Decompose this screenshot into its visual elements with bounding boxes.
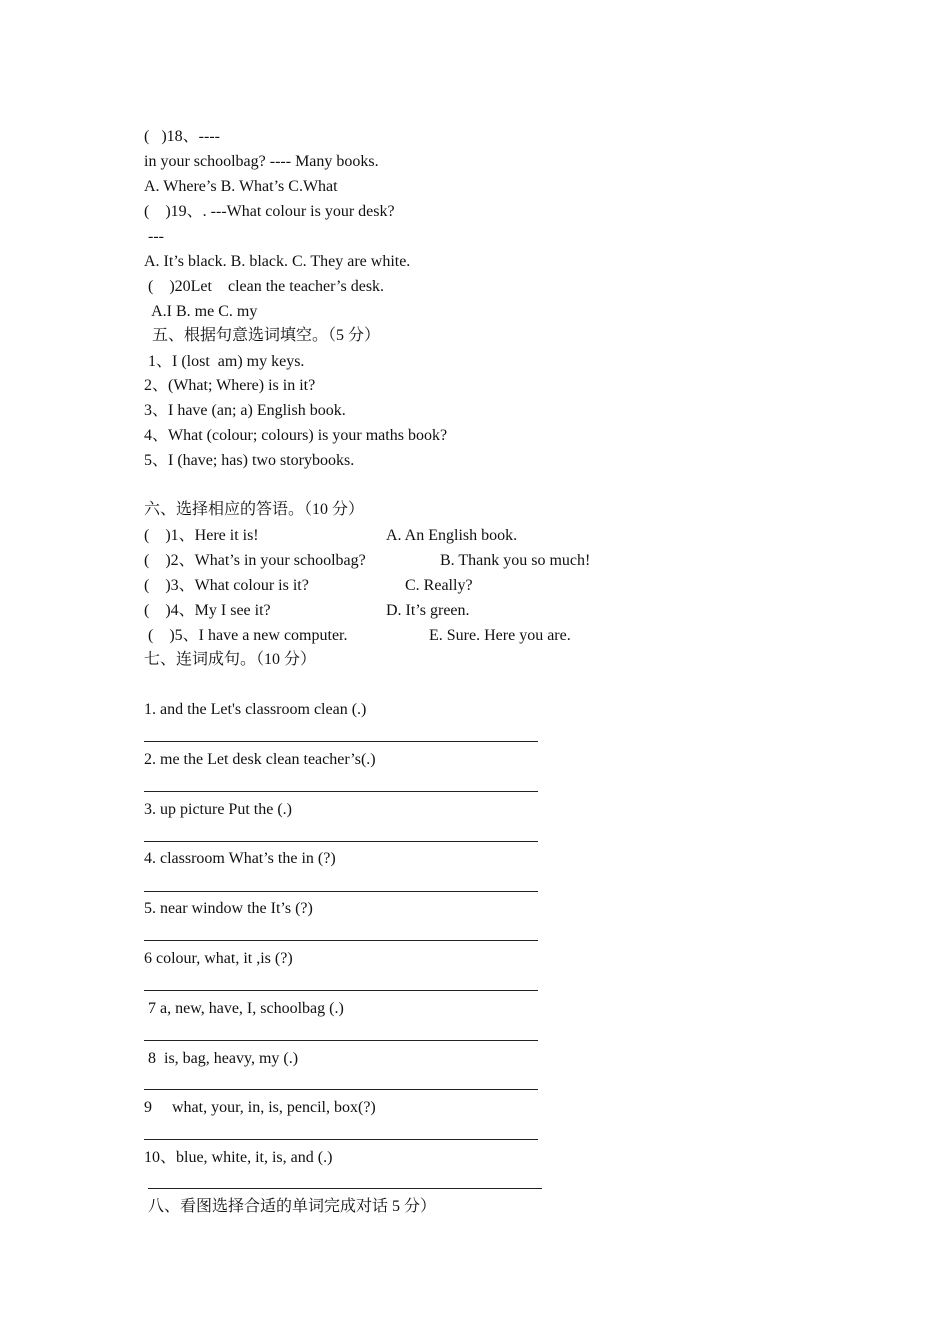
section-7-item: 9 what, your, in, is, pencil, box(?) bbox=[144, 1099, 376, 1116]
question-19-options: A. It’s black. B. black. C. They are white. bbox=[144, 253, 411, 270]
question-18-stem: ( )18、---- bbox=[144, 128, 220, 145]
section-6-question: ( )5、I have a new computer. bbox=[144, 627, 348, 644]
answer-line bbox=[144, 940, 538, 941]
answer-line bbox=[144, 990, 538, 991]
answer-line bbox=[144, 1139, 538, 1140]
question-18-text: in your schoolbag? ---- Many books. bbox=[144, 153, 379, 170]
section-6-answer: A. An English book. bbox=[386, 527, 518, 544]
section-8-title: 八、看图选择合适的单词完成对话 5 分） bbox=[144, 1198, 437, 1215]
section-5-item: 4、What (colour; colours) is your maths book? bbox=[144, 427, 448, 444]
answer-line bbox=[144, 791, 538, 792]
section-7-item: 10、blue, white, it, is, and (.) bbox=[144, 1149, 333, 1166]
section-7-item: 2. me the Let desk clean teacher’s(.) bbox=[144, 751, 376, 768]
section-7-item: 1. and the Let's classroom clean (.) bbox=[144, 701, 367, 718]
section-6-answer: D. It’s green. bbox=[386, 602, 470, 619]
section-7-item: 7 a, new, have, I, schoolbag (.) bbox=[144, 1000, 344, 1017]
section-7-title: 七、连词成句。（10 分） bbox=[144, 651, 317, 668]
section-5-item: 5、I (have; has) two storybooks. bbox=[144, 452, 355, 469]
section-7-item: 6 colour, what, it ,is (?) bbox=[144, 950, 293, 967]
section-7-item: 3. up picture Put the (.) bbox=[144, 801, 292, 818]
section-6-question: ( )2、What’s in your schoolbag? bbox=[144, 552, 366, 569]
section-5-item: 3、I have (an; a) English book. bbox=[144, 402, 346, 419]
section-5-item: 1、I (lost am) my keys. bbox=[144, 353, 305, 370]
answer-line bbox=[144, 1089, 538, 1090]
answer-line bbox=[144, 1040, 538, 1041]
section-6-answer: B. Thank you so much! bbox=[440, 552, 591, 569]
question-19-reply: --- bbox=[144, 228, 164, 245]
question-20-options: A.I B. me C. my bbox=[144, 303, 258, 320]
section-7-item: 5. near window the It’s (?) bbox=[144, 900, 313, 917]
answer-line bbox=[144, 741, 538, 742]
section-5-item: 2、(What; Where) is in it? bbox=[144, 377, 316, 394]
answer-line bbox=[148, 1188, 542, 1189]
answer-line bbox=[144, 891, 538, 892]
question-18-options: A. Where’s B. What’s C.What bbox=[144, 178, 338, 195]
section-6-question: ( )3、What colour is it? bbox=[144, 577, 309, 594]
section-6-question: ( )1、Here it is! bbox=[144, 527, 259, 544]
question-20-stem: ( )20Let clean the teacher’s desk. bbox=[144, 278, 385, 295]
section-6-answer: C. Really? bbox=[405, 577, 473, 594]
section-6-title: 六、选择相应的答语。（10 分） bbox=[144, 501, 365, 518]
section-6-question: ( )4、My I see it? bbox=[144, 602, 271, 619]
section-5-title: 五、根据句意选词填空。（5 分） bbox=[144, 327, 381, 344]
section-6-answer: E. Sure. Here you are. bbox=[429, 627, 571, 644]
answer-line bbox=[144, 841, 538, 842]
question-19-stem: ( )19、. ---What colour is your desk? bbox=[144, 203, 395, 220]
section-7-item: 4. classroom What’s the in (?) bbox=[144, 850, 336, 867]
section-7-item: 8 is, bag, heavy, my (.) bbox=[144, 1050, 299, 1067]
